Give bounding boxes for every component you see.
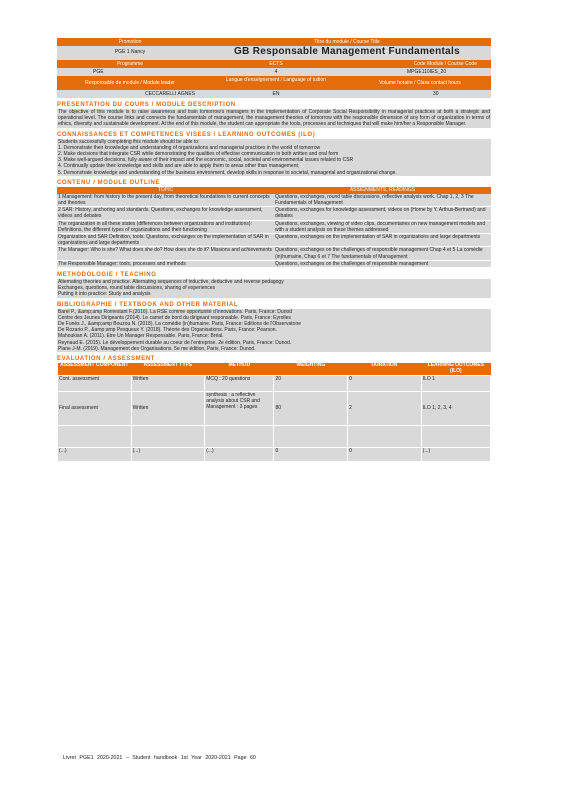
module-title: GB Responsable Management Fundamentals — [234, 46, 460, 57]
outcome-item: 3. Make well-argued decisions, fully aware of their impact and the economic, social, societal and environmental issues related to CSR — [58, 157, 354, 164]
bibliography-entry: Plane J-M. (2019). Management des Organisations. 5e me édition, Paris, France: Dunod. — [58, 345, 256, 352]
outline-heading: CONTENU / MODULE OUTLINE — [57, 179, 161, 186]
cell-weighting: 20 — [274, 375, 348, 391]
cell-weighting: 0 — [274, 447, 348, 461]
header-row-5 — [57, 76, 491, 90]
outcomes-intro: Students successfully completing this module should be able to: — [58, 138, 200, 145]
presentation-paragraph: The objective of this module is to raise awareness and train tomorrow's managers in the implementation of Corporate Social Responsibility in managerial practices at both a strategic and operational level. The course links and connects the fundamentals of management, the management theories of tomorrow with the responsible dimension of any form of organization in terms of ethics, diversity and sustainable development. At the end of this module, the student can appropriate the tools, processes and techniques that will make him/her a Responsible Manager. — [58, 109, 490, 128]
cell-ilo: ILO 1 — [421, 375, 490, 391]
cell-component: (...) — [58, 447, 132, 461]
header-row-1 — [57, 38, 491, 46]
presentation-text — [57, 109, 491, 128]
cell-method: synthesis : a reflective analysis about CSR and Management : 3 pages — [205, 391, 274, 425]
col-assignment: ASSIGNMENTS, READINGS — [274, 187, 491, 194]
header-row-6 — [57, 90, 491, 98]
methodology-line: Putting it into practice: Study and analysis — [58, 291, 151, 298]
cell-component: Final assessment — [58, 391, 132, 425]
langue-value: EN — [272, 91, 280, 97]
evaluation-table — [57, 363, 491, 462]
outline-assignment: Questions, exchanges, round table discussions, reflective analysis work. Chap 1, 2, 3 The Fundamentals of Management — [274, 194, 491, 207]
bibliography-heading: BIBLIOGRAPHIE / TEXTBOOK AND OTHER MATERIAL — [57, 301, 239, 308]
col-duration: DURATION — [348, 363, 422, 375]
langue-label: Langue d'enseignement / Language of tuition — [226, 77, 326, 83]
bibliography-entry: Reynaud E. (2015). Le développement durable au coeur de l'entreprise. 2e édition, Paris, France: Dunod. — [58, 339, 292, 346]
table-row — [58, 391, 491, 425]
promotion-value: PGE 1 Nancy — [114, 49, 146, 55]
evaluation-header-row — [58, 363, 491, 375]
outline-assignment: Questions, exchanges, viewing of video clips, documentaries on new management models and with a student analysis on these themes addressed — [274, 220, 491, 233]
outline-assignment: Questions, exchanges on the implementation of SAR in organizations and large departments — [274, 234, 491, 247]
code-label: Code Module / Course Code — [413, 61, 477, 67]
bibliography-entry: De Funès J., &amp;amp Bouzou N. (2018). La comédie (in)humaine. Paris, France: Editions de l'Observatoire — [58, 321, 302, 328]
methodology-text — [57, 279, 491, 298]
col-method: METHOD — [205, 363, 274, 375]
course-sheet — [57, 38, 491, 462]
cell-type: Written — [131, 391, 205, 425]
outcomes-heading: CONNAISSANCES ET COMPETENCES VISEES / LEARNING OUTCOMES (ILO) — [57, 131, 316, 138]
ects-label: ECTS — [269, 61, 283, 67]
methodology-heading: METHODOLOGIE / TEACHING — [57, 272, 157, 279]
bibliography-text — [57, 309, 491, 352]
header-row-3 — [57, 60, 491, 68]
volume-label: Volume horaire / Class contact hours — [379, 80, 461, 86]
promotion-label: Promotion — [118, 39, 142, 45]
outline-topic: Organization and SAR Definition, tools. Questions, exchanges on the implementation of SAR in organizations and large departments — [57, 234, 274, 247]
cell-component — [58, 425, 132, 447]
outline-table — [57, 187, 491, 268]
responsable-value: CECCARELLI AGNES — [144, 91, 195, 97]
table-row — [57, 260, 491, 267]
programme-label: Programme — [116, 61, 144, 67]
cell-ilo: (...) — [421, 447, 490, 461]
bibliography-entry: Mahoukian A. (2011). Etre Un Manager Responsable. Paris, France: Bréal. — [58, 333, 224, 340]
ects-value: 4 — [274, 69, 278, 75]
page-footer: Livret PGE1 2020-2021 – Student handbook 1st Year 2020-2021 Page 60 — [63, 755, 256, 761]
header-row-4 — [57, 68, 491, 76]
outline-topic: 2 SAR: History, anchoring and standards. Questions, exchanges for knowledge assessment, videos and debates — [57, 207, 274, 220]
cell-type: Written — [131, 375, 205, 391]
table-row — [57, 234, 491, 247]
module-title-label: Titre du module / Course Title — [314, 39, 380, 45]
cell-weighting — [274, 425, 348, 447]
cell-ilo — [421, 425, 490, 447]
cell-duration: 0 — [348, 447, 422, 461]
outline-assignment: Questions, exchanges on the challenges of responsible management Chap 4 et 5 La comédie (in)humaine, Chap 6 et 7 The fundamentals of Management — [274, 247, 491, 260]
methodology-line: Alternating theories and practice. Alternating sequences of inductive, deductive and reverse pedagogy — [58, 279, 284, 286]
col-ilo: LEARNING OUTCOMES (ILO) — [421, 363, 490, 375]
col-weighting: WEIGHTING — [274, 363, 348, 375]
responsable-label: Responsable de module / Module leader — [85, 80, 175, 86]
table-row — [57, 207, 491, 220]
outcome-item: 5. Demonstrate knowledge and understanding of the business environment, develop skills in response to societal, managerial and organizational change. — [58, 169, 397, 176]
table-row — [58, 425, 491, 447]
outline-topic: The organization in all these states (differences between organizations and institutions): Definitions, the different types of organizations and their functioning — [57, 220, 274, 233]
table-row — [57, 194, 491, 207]
col-component: ASSESSMENT COMPONENT — [58, 363, 132, 375]
code-value: MPGE110IES_20 — [407, 69, 447, 75]
presentation-heading: PRESENTATION DU COURS / MODULE DESCRIPTION — [57, 102, 236, 108]
outcome-item: 4. Continually update their knowledge and skills and are able to apply them to areas other than management; — [58, 163, 300, 170]
outcomes-text — [57, 139, 491, 176]
volume-value: 30 — [433, 91, 439, 97]
methodology-line: Exchanges, questions, round table discussions, sharing of experiences — [58, 285, 216, 292]
cell-method: MCQ : 20 questions — [205, 375, 274, 391]
table-row — [57, 220, 491, 233]
col-topic: TOPIC — [57, 187, 274, 194]
cell-duration: 0 — [348, 375, 422, 391]
outline-topic: The Responsible Manager: tools, processes and methods — [57, 260, 274, 267]
outline-header-row — [57, 187, 491, 194]
outcome-item: 2. Make decisions that integrate CSR while demonstrating the qualities of effective communication in both written and oral form — [58, 151, 339, 158]
cell-ilo: ILO 1, 2, 3, 4 — [421, 391, 490, 425]
cell-method: (...) — [205, 447, 274, 461]
cell-duration: 2 — [348, 391, 422, 425]
col-type: ASSESSMENT TYPE — [131, 363, 205, 375]
cell-component: Cont. assessment — [58, 375, 132, 391]
bibliography-entry: Barel P., &amp;amp Romestant F.(2016). La RSE comme opportunité d'innovations. Paris, France: Dunod — [58, 308, 293, 315]
table-row — [58, 447, 491, 461]
outline-topic: 1 Management: from history to the present day, from theoretical foundations to current concepts and theories — [57, 194, 274, 207]
evaluation-heading: EVALUATION / ASSESSMENT — [57, 356, 156, 363]
cell-type — [131, 425, 205, 447]
outline-assignment: Questions, exchanges on the challenges of responsible management — [274, 260, 491, 267]
outline-topic: The Manager: Who is she? What does she do? How does she do it? Missions and achievements — [57, 247, 274, 260]
bibliography-entry: Centre des Jeunes Dirigeants (2014). Le carnet de bord du dirigeant responsable. Paris, France: Eyrolles — [58, 314, 291, 321]
outline-assignment: Questions, exchanges for knowledge assessment, videos on (Home by Y. Arthus-Bertrand) and debates — [274, 207, 491, 220]
table-row — [57, 247, 491, 260]
cell-method — [205, 425, 274, 447]
bibliography-entry: De Rozario P., &amp;amp Pesqueux Y. (2018). Théorie des Organisations. Paris, France: Pearson. — [58, 327, 277, 334]
table-row — [58, 375, 491, 391]
programme-value: PGE — [93, 69, 104, 75]
cell-type: (...) — [131, 447, 205, 461]
cell-weighting: 80 — [274, 391, 348, 425]
cell-duration — [348, 425, 422, 447]
header-row-2 — [57, 46, 491, 60]
outcome-item: 1. Demonstrate their knowledge and understanding of organizations and managerial practices in the world of tomorrow — [58, 144, 321, 151]
